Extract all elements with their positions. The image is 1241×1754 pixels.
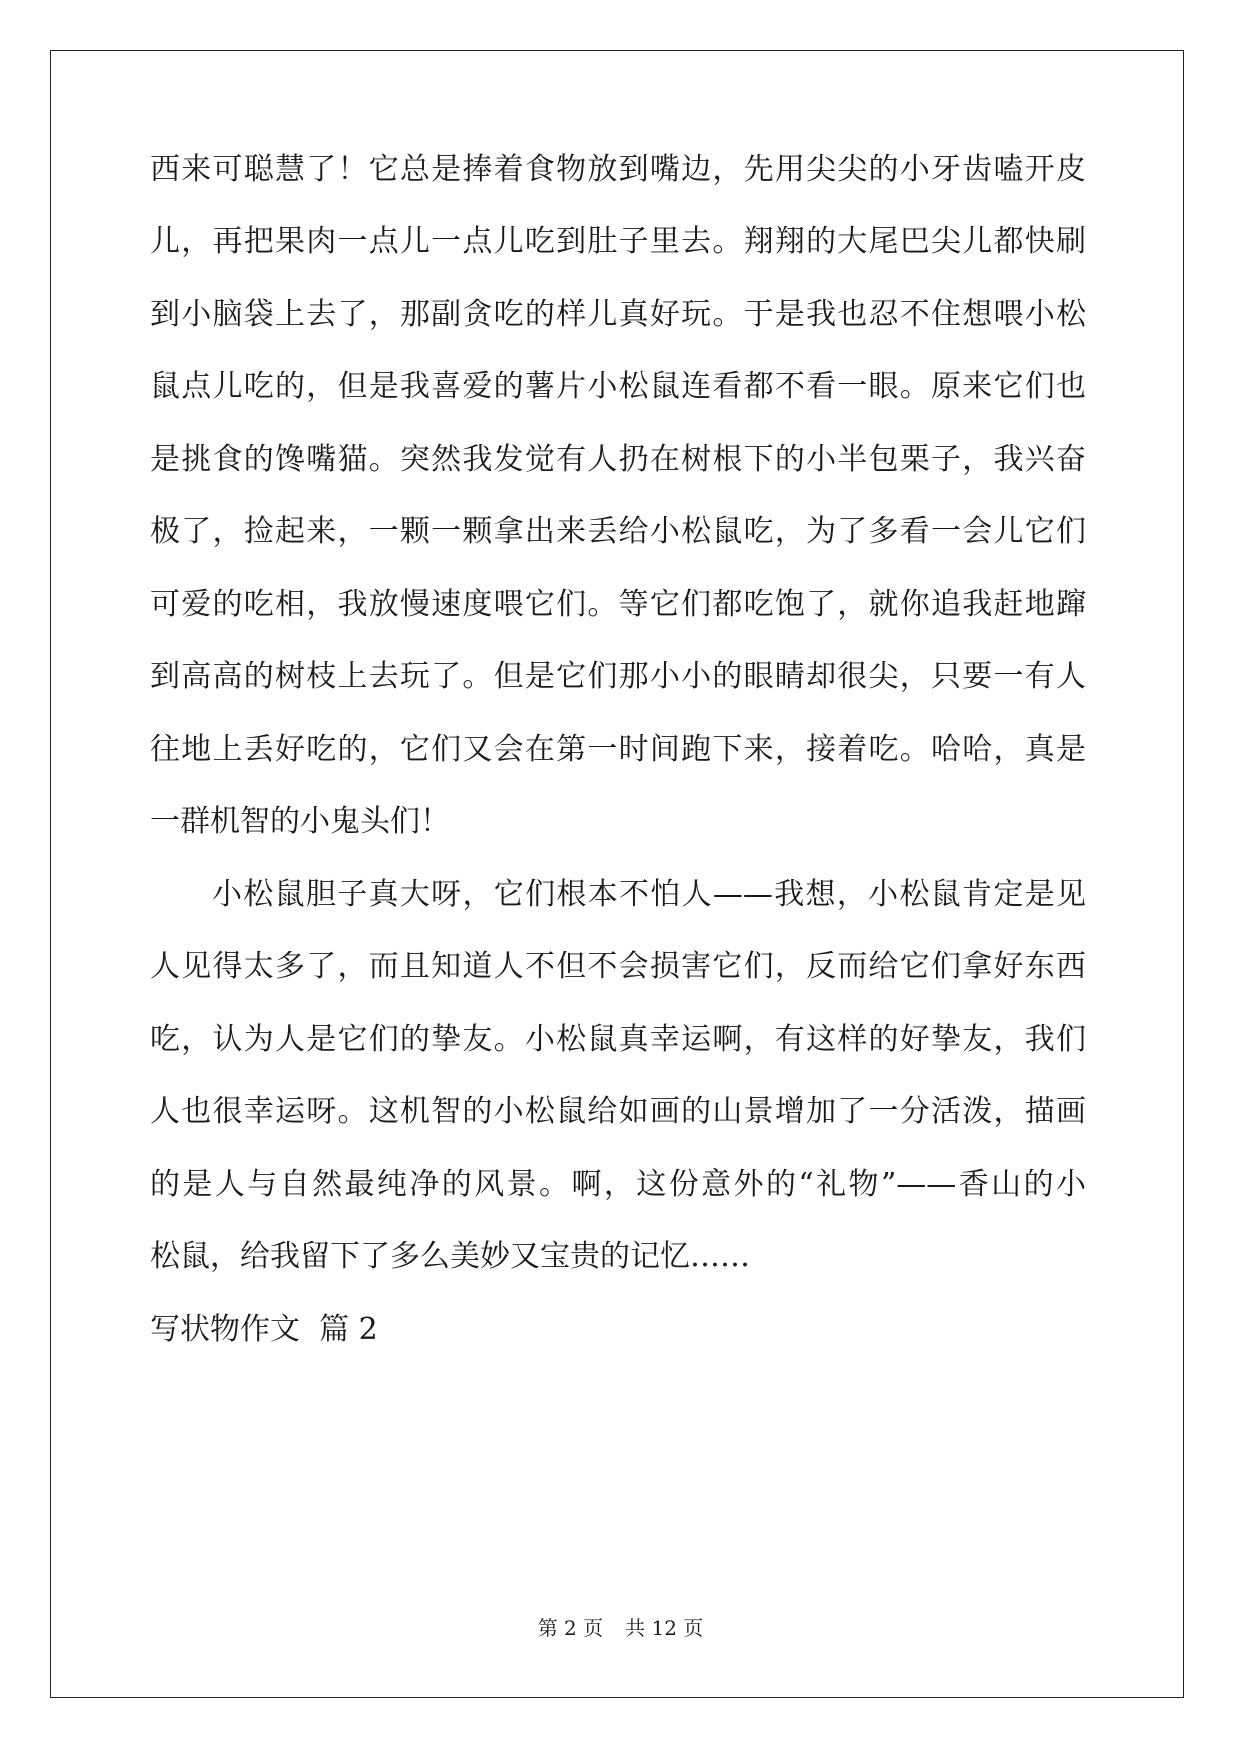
paragraph1-line: 鼠点儿吃的，但是我喜爱的薯片小松鼠连看都不看一眼。原来它们也 (150, 369, 1086, 404)
page-footer (0, 1616, 1241, 1640)
paragraph1-line: 极了，捡起来，一颗一颗拿出来丢给小松鼠吃，为了多看一会儿它们 (150, 514, 1086, 549)
paragraph2-line: 小松鼠胆子真大呀，它们根本不怕人——我想，小松鼠肯定是见 (212, 877, 1086, 912)
paragraph1-line: 往地上丢好吃的，它们又会在第一时间跑下来，接着吃。哈哈，真是 (150, 732, 1086, 767)
paragraph2-line: 人也很幸运呀。这机智的小松鼠给如画的山景增加了一分活泼，描画 (150, 1094, 1086, 1129)
paragraph1-line: 西来可聪慧了！它总是捧着食物放到嘴边，先用尖尖的小牙齿嗑开皮 (150, 152, 1086, 187)
paragraph1-line: 到小脑袋上去了，那副贪吃的样儿真好玩。于是我也忍不住想喂小松 (150, 297, 1086, 332)
paragraph1-line: 一群机智的小鬼头们！ (150, 804, 450, 839)
paragraph1-line: 可爱的吃相，我放慢速度喂它们。等它们都吃饱了，就你追我赶地蹿 (150, 587, 1086, 622)
paragraph2-line: 人见得太多了，而且知道人不但不会损害它们，反而给它们拿好东西 (150, 949, 1086, 984)
paragraph2-line: 的是人与自然最纯净的风景。啊，这份意外的“礼物”——香山的小 (150, 1167, 1086, 1202)
paragraph1-line: 是挑食的馋嘴猫。突然我发觉有人扔在树根下的小半包栗子，我兴奋 (150, 442, 1086, 477)
paragraph2-line: 松鼠，给我留下了多么美妙又宝贵的记忆…… (150, 1239, 750, 1274)
section-heading: 写状物作文 篇 2 (150, 1312, 378, 1347)
page-number: 第 2 页 (537, 1616, 604, 1640)
paragraph2-line: 吃，认为人是它们的挚友。小松鼠真幸运啊，有这样的好挚友，我们 (150, 1022, 1086, 1057)
paragraph1-line: 到高高的树枝上去玩了。但是它们那小小的眼睛却很尖，只要一有人 (150, 659, 1086, 694)
paragraph1-line: 儿，再把果肉一点儿一点儿吃到肚子里去。翔翔的大尾巴尖儿都快刷 (150, 224, 1086, 259)
page-total: 共 12 页 (625, 1616, 704, 1640)
